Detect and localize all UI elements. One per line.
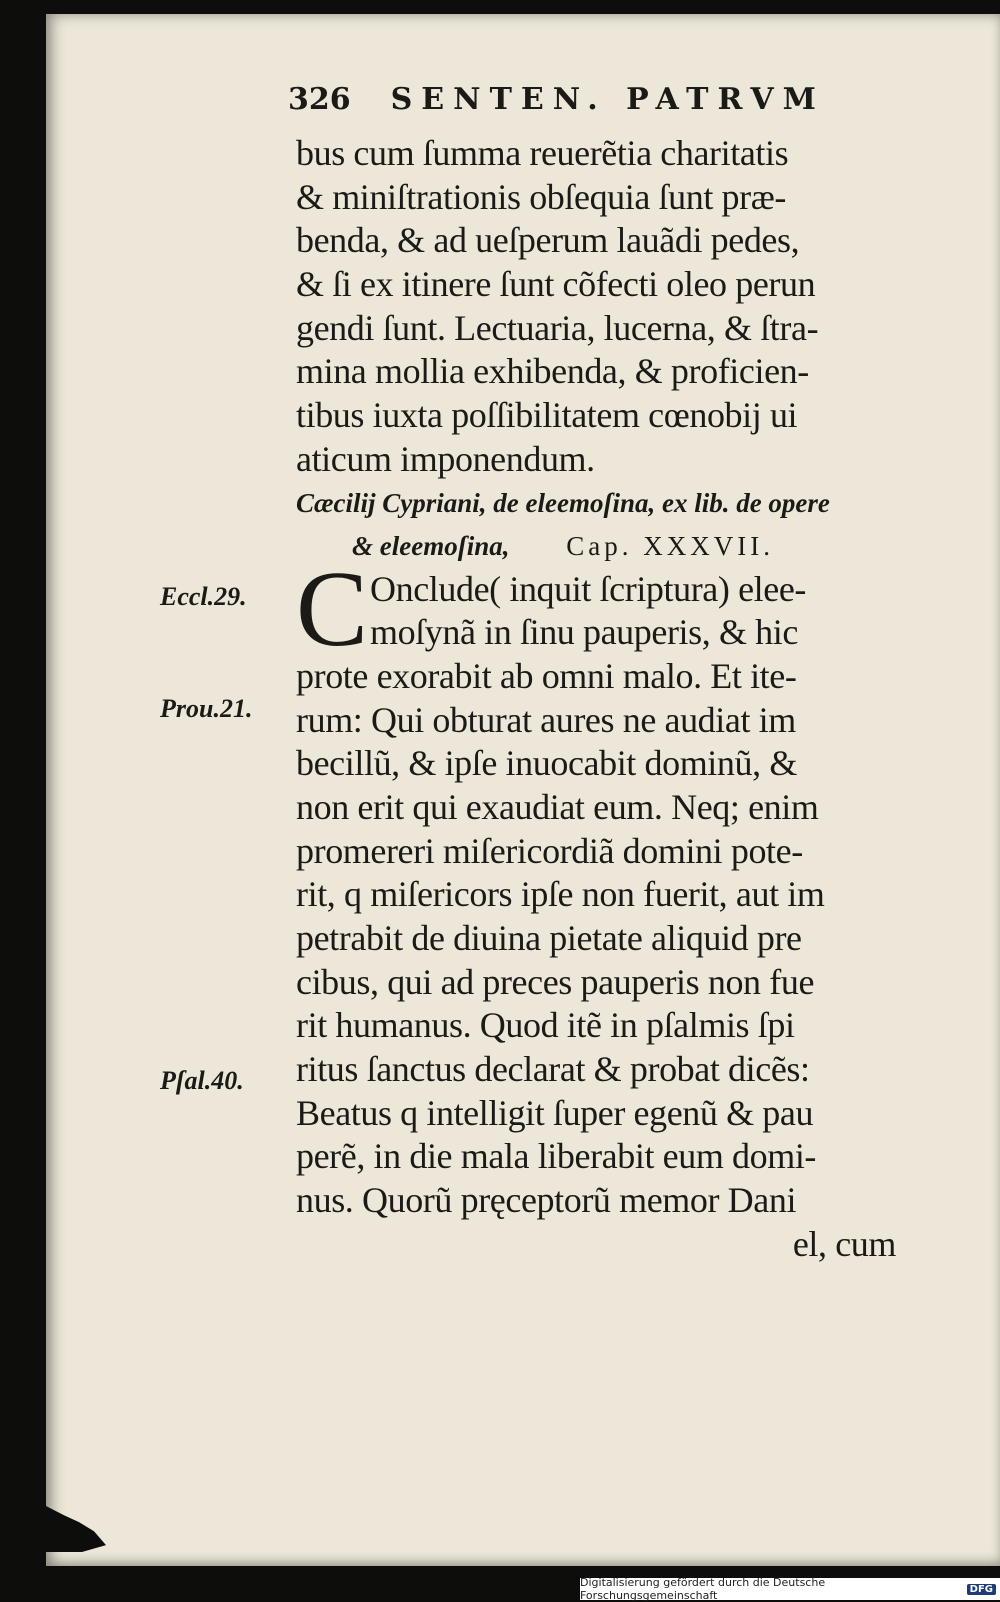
- text-line: moſynã in ſinu pauperis, & hic: [370, 612, 798, 653]
- paragraph-top: [296, 132, 896, 482]
- text-line: & ſi ex itinere ſunt cõfecti oleo perun: [296, 264, 816, 305]
- text-line: becillũ, & ipſe inuocabit dominũ, &: [296, 743, 797, 784]
- text-line: rit humanus. Quod itẽ in pſalmis ſpi: [296, 1005, 795, 1046]
- text-line: aticum imponendum.: [296, 438, 595, 479]
- chapter-number: Cap. XXXVII.: [566, 530, 774, 561]
- running-title: SENTEN. PATRVM: [390, 82, 825, 117]
- text-line: non erit qui exaudiat eum. Neq; enim: [296, 786, 819, 827]
- main-text: [296, 132, 896, 1267]
- text-line: nus. Quorũ pręceptorũ memor Dani: [296, 1180, 797, 1221]
- marginal-note-prov: Prou.21.: [160, 694, 253, 723]
- text-line: promereri miſericordiã domini pote-: [296, 830, 803, 871]
- marginal-note-eccl: Eccl.29.: [160, 582, 247, 611]
- text-line: tibus iuxta poſſibilitatem cœnobij ui: [296, 395, 798, 436]
- text-line: cibus, qui ad preces pauperis non fue: [296, 961, 815, 1002]
- dfg-logo: DFG: [967, 1584, 996, 1595]
- chapter-rubric-line1: Cæcilij Cypriani, de eleemoſina, ex lib. de opere: [296, 487, 830, 518]
- chapter-rubric-line2: [296, 525, 896, 568]
- text-line: ritus ſanctus declarat & probat dicẽs:: [296, 1049, 810, 1090]
- text-line: perẽ, in die mala liberabit eum domi-: [296, 1136, 817, 1177]
- text-line: bus cum ſumma reuerẽtia charitatis: [296, 133, 789, 173]
- catchword: el, cum: [792, 1223, 896, 1264]
- text-line: petrabit de diuina pietate aliquid pre: [296, 918, 802, 958]
- marginal-note-psal: Pſal.40.: [160, 1066, 244, 1095]
- credit-text: Digitalisierung gefördert durch die Deutsche Forschungsgemeinschaft: [580, 1576, 826, 1602]
- text-line: rum: Qui obturat aures ne audiat im: [296, 699, 796, 740]
- folio-number: 326: [288, 82, 351, 117]
- rubric-text: & eleemoſina,: [352, 530, 510, 561]
- text-line: mina mollia exhibenda, & proficien-: [296, 351, 809, 392]
- initial-block: [296, 549, 896, 669]
- text-line: & miniſtrationis obſequia ſunt præ-: [296, 176, 786, 217]
- page-header: [288, 82, 825, 132]
- text-line: benda, & ad ueſperum lauãdi pedes,: [296, 220, 800, 261]
- text-line: Beatus q intelligit ſuper egenũ & pau: [296, 1092, 814, 1133]
- text-line: rit, q miſericors ipſe non fuerit, aut im: [296, 874, 825, 915]
- text-line: prote exorabit ab omni malo. Et ite-: [296, 655, 797, 696]
- text-line: gendi ſunt. Lectuaria, lucerna, & ſtra-: [296, 307, 819, 348]
- paragraph-bottom: [296, 655, 896, 1267]
- digitization-credit: [580, 1578, 1000, 1600]
- text-line: Onclude( inquit ſcriptura) elee-: [370, 568, 807, 609]
- drop-capital: C: [296, 549, 369, 669]
